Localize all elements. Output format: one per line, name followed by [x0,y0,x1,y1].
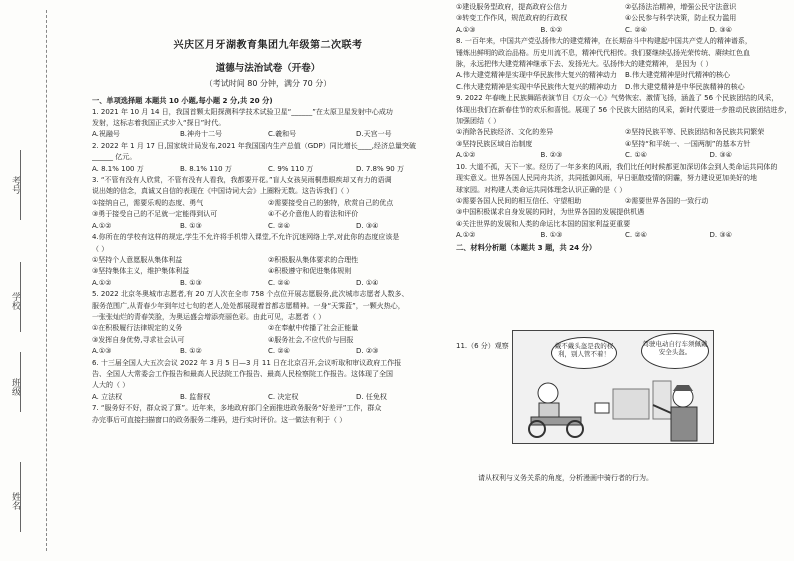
option-row [92,255,444,266]
option-text: ②需要世界各国的一致行动 [625,196,709,205]
option-text: ③转变工作作风，规范政府的行政权 [456,14,568,23]
question-11-label: 11.（6 分）观察 [456,342,509,350]
option-row [92,129,444,140]
option-row [92,198,444,209]
question-text: 现实意义。世界各国人民同舟共济，共同抵御风雨，早日驱散疫情的阴霾，努力建设更加美好的地 [456,174,757,183]
question-text: 9. 2022 年春晚上民族舞蹈表演节目《万众一心》气势恢宏、激情飞扬，涵盖了 56 个民族团结的风采， [456,94,779,103]
option-text: ④坚持“和平统一、一国两制”的基本方针 [625,139,751,148]
exam-subtitle: 道德与法治试卷（开卷） [215,63,321,75]
option-text: C. 决定权 [268,392,299,401]
comic-illustration [512,330,714,444]
option-row [92,392,444,403]
option-text: C. ②④ [268,278,290,287]
sign [595,403,609,413]
option-text: ①在积极履行法律规定的义务 [92,324,183,333]
officer-body [671,407,697,441]
option-text: A.①② [456,231,476,240]
option-row [92,346,444,357]
exam-number-field[interactable] [20,150,21,220]
option-text: ①坚持个人意愿服从集体利益 [92,255,183,264]
option-row [456,82,794,93]
question-text: 人大的（ ） [92,381,130,390]
officer-speech-bubble: 驾驶电动自行车须佩戴安全头盔。 [641,333,709,369]
name-label: 姓名 [10,492,20,510]
option-text: B.神舟十二号 [180,130,223,139]
building [613,389,649,419]
option-text: ②积极服从集体要求的合理性 [268,255,359,264]
option-text: A.①② [92,278,112,287]
option-text: B. ①③ [180,221,202,230]
option-text: ②弘扬法治精神，增强公民守法意识 [625,3,737,11]
question-text: 告、全国人大常委会工作报告和最高人民法院工作报告、最高人民检察院工作报告。这体现了全国 [92,369,393,378]
option-text: ①消除各民族经济、文化的差异 [456,128,554,137]
option-row [456,139,794,150]
option-text: B.伟大建党精神是时代精神的核心 [625,71,731,80]
question-text: 锤炼出鲜明的政治品格。历史川流不息，精神代代相传。我们要继续弘扬光荣传统、赓续红色血 [456,48,750,57]
option-text: C. 9% 110 万 [268,164,314,173]
option-text: ②需要接受自己的独特，欣赏自己的优点 [268,198,394,207]
option-text: ③坚持民族区域自治制度 [456,139,533,148]
question-text: 服务范围广,从青春少年到年过七旬的老人,处处都展现着首都志愿精神。一身“天霁蓝”，一颗火热心， [92,301,405,310]
section-heading: 二、材料分析题（本题共 3 题，共 24 分） [456,242,597,252]
school-field[interactable] [20,262,21,332]
option-text: D.伟大建党精神是中华民族精神的核心 [625,82,745,91]
exam-number-label: 考号 [10,176,20,194]
question-text: 2. 2022 年 1 月 17 日,国家统计局发布,2021 年我国国内生产总值（GDP）同比增长____,经济总量突破 [92,141,416,150]
option-text: ④不必介意他人的看法和评价 [268,210,359,219]
option-text: D. ③④ [709,25,732,34]
option-text: ④积极遵守和促进集体规则 [268,267,352,276]
right-column [456,0,794,253]
class-label: 班级 [10,378,20,396]
question-text: 体现出我们在新春佳节的欢乐和喜悦。展现了 56 个民族大团结的风采，新时代要进一步推动民族团结进步， [456,105,792,114]
question-text: 球家园。对构建人类命运共同体理念认识正确的是（ ） [456,185,627,194]
option-text: A.祝融号 [92,130,120,139]
section-heading: 一、单项选择题 本题共 10 小题,每小题 2 分,共 20 分) [92,96,273,106]
option-text: D. 任免权 [356,392,387,401]
question-text: 办完事后可直接扫描窗口的政务服务二维码，进行实时评价。这一做法有利于（ ） [92,415,347,424]
question-text: 脉，永远把伟大建党精神继承下去、发扬光大。弘扬伟大的建党精神， 是因为（ ） [456,60,713,69]
option-row [92,266,444,277]
option-text: D. ②③ [356,347,379,356]
option-row [456,2,794,13]
option-text: D.天宫一号 [356,130,392,139]
option-text: A. 立法权 [92,392,123,401]
option-text: A.①③ [456,25,476,34]
option-text: ②在奉献中传播了社会正能量 [268,324,359,333]
option-text: D. ③④ [709,231,732,240]
option-row [92,323,444,334]
option-row [92,335,444,346]
question-11-prompt: 请从权利与义务关系的角度，分析漫画中骑行者的行为。 [478,474,653,482]
option-row [456,196,794,207]
option-row [456,70,794,81]
building [653,381,671,419]
left-column [92,0,444,426]
option-text: A. 8.1% 100 万 [92,164,144,173]
option-text: ①接纳自己，需要乐观的态度、勇气 [92,198,204,207]
question-text: 7. “服务好不好，群众说了算”。近年来，多地政府部门全面推进政务服务“好差评”工作，群众 [92,404,382,413]
option-text: D. ③④ [356,221,379,230]
left-questions [92,95,444,426]
question-text: 一张张灿烂的青春笑脸，为奥运盛会增添亮丽色彩。由此可见，志愿者（ ） [92,312,326,321]
option-text: B. ①③ [540,231,563,240]
option-text: ①建设服务型政府，提高政府公信力 [456,3,568,11]
option-text: ①需要各国人民间的相互信任、守望相助 [456,196,582,205]
option-text: C. ②④ [625,231,647,240]
question-text: 6. 十三届全国人大五次会议 2022 年 3 月 5 日—3 月 11 日在北京召开,会议听取和审议政府工作报 [92,358,402,367]
option-row [456,230,794,241]
option-row [92,209,444,220]
option-text: ③发挥自身优势,寻求社会认可 [92,335,185,344]
option-row [92,164,444,175]
exam-info: （考试时间 80 分钟，满分 70 分） [204,78,332,88]
option-text: B. 监督权 [180,392,211,401]
exam-title: 兴庆区月牙湖教育集团九年级第二次联考 [173,40,363,51]
option-row [456,25,794,36]
option-text: D. ③④ [709,151,732,160]
question-text: 5. 2022 北京冬奥城市志愿者,有 20 万人次在全市 758 个点位开展志愿服务,此次城市志愿者人数多、 [92,290,409,299]
option-text: D. 7.8% 90 万 [356,164,404,173]
option-row [456,127,794,138]
question-text: ④关注世界的发展和人类的命运比本国的国家利益更重要 [456,219,631,228]
question-text: 说出她的信念，真诚又自信的表现在《中国诗词大会》上圈粉无数。这告诉我们（ ） [92,187,354,196]
option-text: B. ①② [540,25,563,34]
question-text: （ ） [92,244,109,253]
option-text: A.伟大建党精神是实现中华民族伟大复兴的精神动力 [456,71,617,80]
option-text: B. ①② [180,347,202,356]
option-text: ③坚持集体主义，维护集体利益 [92,267,190,276]
option-text: C.伟大建党精神是实现中华民族伟大复兴的精神动力 [456,82,618,91]
question-text: 3. “不管有没有人欣赏，不管有没有人看我，我都要开花。”盲人女孩吴雨桐患眼疾却又有力的语调 [92,176,392,185]
question-text: ______ 亿元。 [92,153,137,162]
class-field[interactable] [20,352,21,412]
option-text: C. ②④ [268,347,290,356]
cut-line [46,10,47,551]
question-text: 10. 大道不孤，天下一家。经历了一年多来的风雨，我们比任何时候都更加深切体会到人类命运共同体的 [456,162,778,171]
question-text: 4.你所在的学校有这样的规定,学生不允许将手机带入课堂,不允许沉迷网络上学,对此你的态度应该是 [92,233,400,242]
option-text: A.①③ [92,347,112,356]
option-text: B. ①③ [180,278,202,287]
option-text: D. ①④ [356,278,379,287]
question-text: 8. 一百年来，中国共产党弘扬伟大的建党精神，在长期奋斗中构建起中国共产党人的精神谱系， [456,37,752,46]
option-row [92,278,444,289]
option-row [456,13,794,24]
question-text: 1. 2021 年 10 月 14 日，我国首颗太阳探测科学技术试验卫星“______”在太原卫星发射中心成功 [92,107,393,116]
rider-speech-bubble: 戴不戴头盔是我的权利，别人管不着！ [551,337,617,369]
option-text: A.①② [456,151,476,160]
option-text: ④公民参与科学决策，防止权力滥用 [625,14,737,23]
option-text: ④服务社会,不应代价与回报 [268,335,354,344]
name-field[interactable] [20,462,21,532]
binding-margin [0,0,60,561]
option-text: ②坚持民族平等、民族团结和各民族共同繁荣 [625,128,765,137]
option-text: C. ②④ [268,221,290,230]
option-row [456,150,794,161]
option-text: C.羲和号 [268,130,297,139]
rider-head [538,383,558,403]
option-text: C. ②④ [625,25,647,34]
question-text: 发射，这标志着我国正式步入“探日”时代。 [92,119,226,128]
right-questions [456,2,794,253]
option-text: B. ②③ [540,151,563,160]
school-label: 学校 [10,292,20,310]
question-text: 加强团结（ ） [456,117,501,126]
option-text: A.①② [92,221,112,230]
option-row [92,221,444,232]
question-text: ③中国积极谋求自身发展的同时，为世界各国的发展提供机遇 [456,208,645,217]
option-text: ③勇于接受自己的不足就一定能得到认可 [92,210,218,219]
option-text: B. 8.1% 110 万 [180,164,232,173]
option-text: C. ①④ [625,151,647,160]
